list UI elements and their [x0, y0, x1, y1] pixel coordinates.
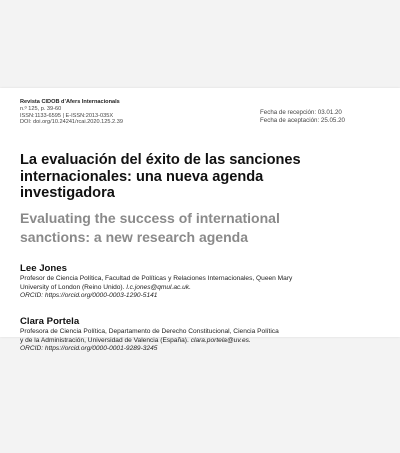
journal-issue: n.º 125, p. 39-60	[20, 105, 62, 112]
author-email[interactable]: l.c.jones@qmul.ac.uk.	[126, 283, 191, 291]
title-spanish-line: investigadora	[20, 185, 115, 201]
author-orcid	[20, 345, 382, 354]
author-affiliation	[20, 328, 382, 345]
author-name: Clara Portela	[20, 316, 80, 327]
title-english-line: sanctions: a new research agenda	[20, 229, 248, 245]
author-email[interactable]: clara.portela@uv.es.	[190, 336, 251, 344]
title-english	[20, 209, 380, 247]
author-name: Lee Jones	[20, 263, 67, 274]
journal-metadata	[20, 99, 123, 126]
journal-name: Revista CIDOB d’Afers Internacionals	[20, 99, 120, 105]
article-dates	[260, 109, 345, 125]
journal-issn: ISSN:1133-6595 | E-ISSN:2013-035X	[20, 112, 114, 119]
affiliation-text: y de la Administración, Universidad de Valencia (España).	[20, 336, 189, 344]
accepted-date: Fecha de aceptación: 25.05.20	[260, 117, 345, 124]
orcid-link[interactable]: https://orcid.org/0000-0003-1290-5141	[44, 292, 158, 300]
affiliation-text: University of London (Reino Unido).	[20, 283, 125, 291]
title-spanish-line: La evaluación del éxito de las sanciones	[20, 152, 301, 168]
author-block	[20, 316, 382, 354]
title-spanish	[20, 152, 380, 202]
orcid-label: ORCID:	[20, 345, 44, 353]
affiliation-line	[20, 284, 382, 293]
journal-doi: DOI: doi.org/10.24241/rcai.2020.125.2.39	[20, 119, 123, 126]
orcid-link[interactable]: https://orcid.org/0000-0001-9289-3245	[44, 345, 158, 353]
affiliation-line	[20, 337, 382, 346]
document-page	[0, 88, 400, 353]
author-affiliation	[20, 275, 382, 292]
author-block	[20, 263, 382, 301]
orcid-label: ORCID:	[20, 292, 44, 300]
affiliation-line: Profesora de Ciencia Política, Departamento de Derecho Constitucional, Ciencia Política	[20, 328, 279, 335]
received-date: Fecha de recepción: 03.01.20	[260, 109, 342, 116]
author-orcid	[20, 292, 382, 301]
title-spanish-line: internacionales: una nueva agenda	[20, 168, 264, 185]
title-english-line: Evaluating the success of international	[20, 210, 280, 226]
affiliation-line: Profesor de Ciencia Política, Facultad de Políticas y Relaciones Internacionales, Queen Mary	[20, 275, 293, 282]
